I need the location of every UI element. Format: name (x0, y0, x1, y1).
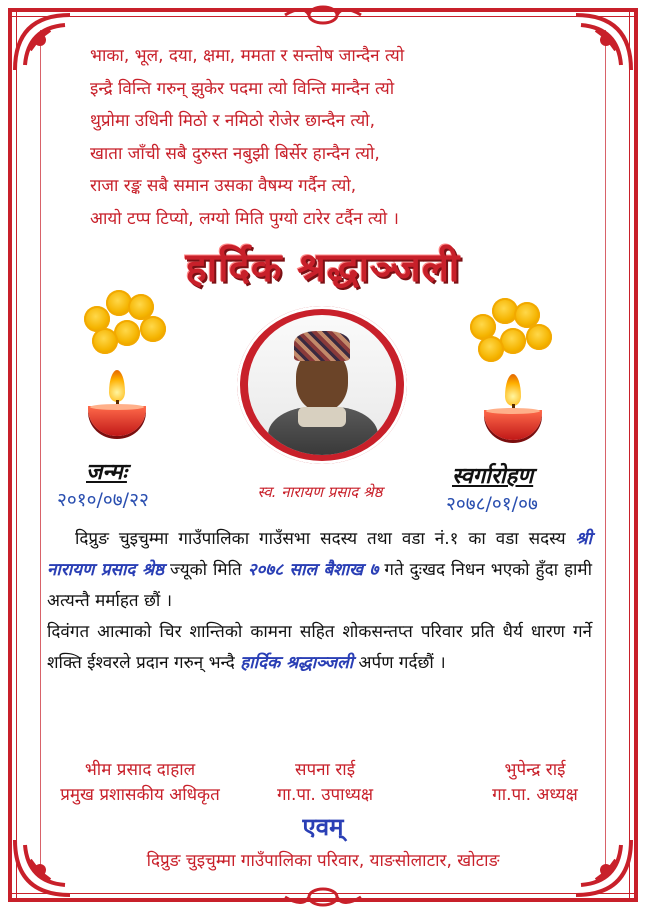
signatory-title: गा.पा. उपाध्यक्ष (276, 785, 374, 805)
signatory-1 (20, 758, 260, 808)
poem-line: आयो टप्प टिप्यो, लग्यो मिति पुग्यो टारेर टर्दैन त्यो । (90, 208, 399, 229)
signatory-name: भीम प्रसाद दाहाल (84, 760, 196, 780)
signatory-title: गा.पा. अध्यक्ष (492, 785, 578, 805)
corner-ornament-top-left (10, 10, 80, 80)
signatory-name: सपना राई (294, 760, 356, 780)
message-text: दिप्रुङ चुइचुम्मा गाउँपालिका गाउँसभा सदस्य तथा वडा नं.१ का वडा सदस्य (75, 529, 576, 549)
message-paragraph-2 (47, 617, 592, 679)
death-label: स्वर्गारोहण (452, 464, 534, 489)
poem-line: राजा रङ्क सबै समान उसका वैषम्य गर्दैन त्यो, (90, 176, 357, 196)
message-text: अर्पण गर्दछौं । (353, 653, 446, 673)
message-text: ज्यूको मिति (164, 560, 248, 580)
diya-lamp-left-icon (88, 370, 148, 450)
page-title: हार्दिक श्रद्धाञ्जली (185, 245, 461, 291)
bottom-center-ornament (283, 886, 363, 908)
death-date: २०७८/०१/०७ (446, 493, 538, 515)
highlighted-tribute: हार्दिक श्रद्धाञ्जली (240, 653, 354, 673)
signatory-name: भुपेन्द्र राई (504, 760, 566, 780)
top-center-ornament (283, 4, 363, 26)
signatory-title: प्रमुख प्रशासकीय अधिकृत (60, 785, 220, 805)
message-text: दिवंगत आत्माको चिर शान्तिको कामना सहित शोकसन्तप्त परिवार प्रति धैर्य धारण गर्ने शक्ति ईश्वरले प्रदान गरुन् भन्दै (47, 622, 592, 673)
poem-line: थुप्रोमा उधिनी मिठो र नमिठो रोजेर छान्दैन त्यो, (90, 111, 375, 131)
message-paragraph-1 (47, 524, 592, 617)
signatory-2 (250, 758, 400, 808)
footer-text: दिप्रुङ चुइचुम्मा गाउँपालिका परिवार, याङसोलाटार, खोटाङ (146, 851, 500, 871)
marigold-flowers-right (470, 296, 550, 366)
message-text: गते दुःखद निधन भएको हुँदा हामी अत्यन्तै मर्माहत छौं । (47, 560, 593, 611)
poem-line: खाता जाँची सबै दुरुस्त नबुझी बिर्सेर हान्दैन त्यो, (90, 143, 380, 164)
portrait-photo (248, 315, 396, 455)
highlighted-date: २०७८ साल बैशाख ७ (247, 560, 379, 580)
marigold-flowers-left (84, 288, 164, 358)
signatory-3 (450, 758, 620, 808)
evam-text: एवम् (302, 813, 344, 841)
diya-lamp-right-icon (484, 374, 544, 454)
poem-line: इन्द्रै विन्ति गरुन् झुकेर पदमा त्यो विन्ति मान्दैन त्यो (90, 78, 395, 99)
condolence-message (47, 524, 592, 679)
deceased-name: स्व. नारायण प्रसाद श्रेष्ठ (257, 483, 383, 501)
poem-verse (90, 40, 610, 235)
birth-date: २०१०/०७/२२ (57, 489, 149, 511)
birth-label: जन्मः (86, 460, 127, 485)
poem-line: भाका, भूल, दया, क्षमा, ममता र सन्तोष जान्दैन त्यो (90, 46, 405, 66)
highlighted-name: श्री नारायण प्रसाद श्रेष्ठ (47, 529, 592, 580)
